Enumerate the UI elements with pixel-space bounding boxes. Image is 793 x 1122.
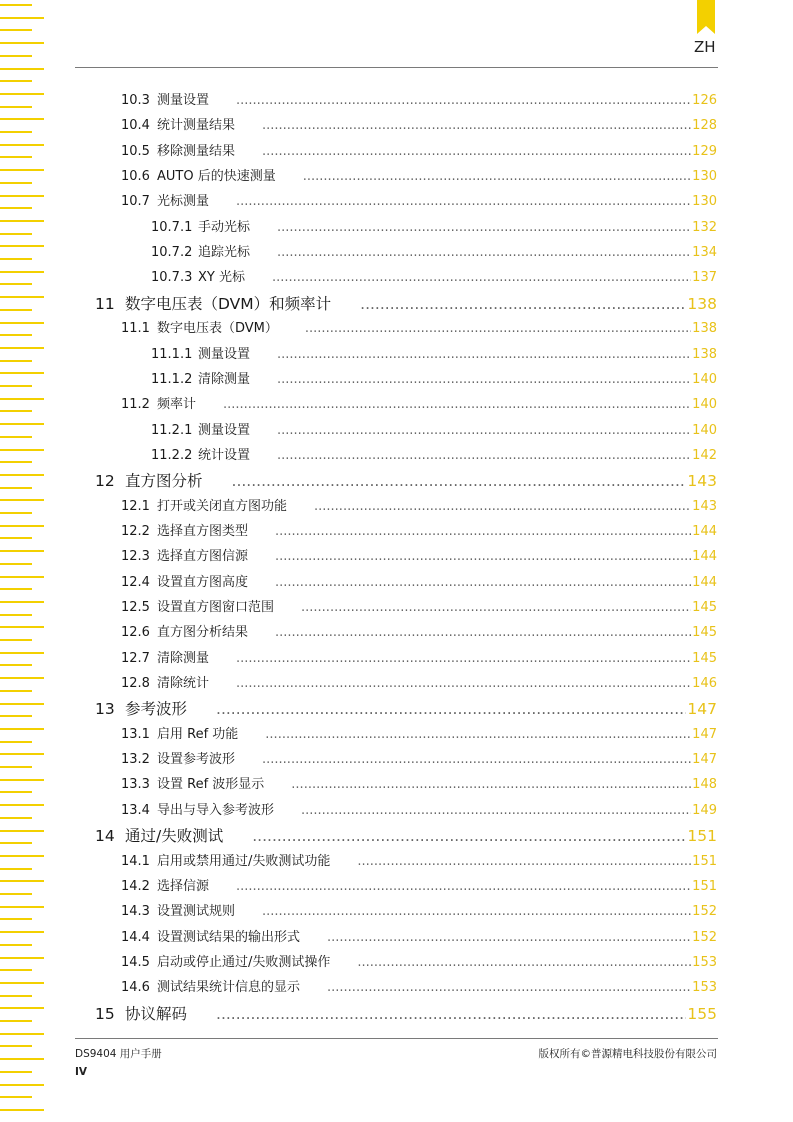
edge-rule (0, 258, 32, 260)
toc-dot-leader (357, 955, 691, 970)
toc-entry[interactable] (151, 216, 717, 236)
footer-copyright: 版权所有©普源精电科技股份有限公司 (538, 1048, 717, 1060)
toc-entry-page[interactable]: 147 (692, 726, 717, 742)
toc-dot-leader (277, 220, 691, 235)
toc-entry-title: 清除测量 (198, 371, 251, 387)
toc-entry-title: 设置直方图高度 (157, 574, 249, 590)
edge-rule (0, 830, 44, 832)
toc-entry-page[interactable]: 126 (692, 93, 717, 108)
toc-entry-page[interactable]: 138 (687, 294, 717, 313)
toc-entry-title: 设置直方图窗口范围 (157, 600, 275, 615)
toc-dot-leader (327, 930, 691, 945)
edge-rule (0, 423, 44, 425)
edge-rule (0, 690, 32, 692)
toc-entry[interactable] (95, 1002, 717, 1022)
edge-rule (0, 741, 32, 743)
toc-entry-page[interactable]: 145 (692, 625, 717, 641)
toc-dot-leader (277, 423, 691, 438)
toc-entry-number: 11.2 (121, 397, 150, 413)
toc-entry-title: 数字电压表（DVM） (157, 321, 278, 337)
toc-entry[interactable] (151, 444, 717, 464)
edge-rule (0, 525, 44, 527)
edge-rule (0, 614, 32, 616)
edge-rule (0, 626, 44, 628)
toc-entry-title: AUTO 后的快速测量 (157, 169, 276, 185)
edge-rule (0, 410, 32, 412)
toc-entry[interactable] (121, 926, 717, 946)
edge-rule (0, 817, 32, 819)
toc-entry[interactable] (151, 368, 717, 388)
edge-rule (0, 296, 44, 298)
toc-entry-page[interactable]: 152 (692, 929, 717, 945)
toc-dot-leader (275, 625, 691, 640)
toc-entry[interactable] (121, 596, 717, 616)
toc-entry-title: 参考波形 (125, 700, 188, 719)
toc-entry-title: 测量设置 (198, 346, 251, 362)
toc-entry-page[interactable]: 144 (692, 574, 717, 590)
toc-entry-title: 启用或禁用通过/失败测试功能 (157, 853, 331, 869)
toc-entry-number: 11.2.2 (151, 447, 193, 463)
toc-entry-title: 直方图分析结果 (157, 625, 249, 641)
edge-rule (0, 512, 32, 514)
edge-rule (0, 639, 32, 641)
edge-rule (0, 1109, 44, 1111)
toc-entry-title: 清除统计 (157, 676, 210, 692)
edge-rule (0, 372, 44, 374)
edge-rule (0, 893, 32, 895)
toc-entry-page[interactable]: 143 (692, 498, 717, 514)
toc-entry-number: 10.3 (121, 93, 150, 108)
edge-rule (0, 1007, 44, 1009)
toc-entry-page[interactable]: 137 (692, 270, 717, 286)
toc-entry-page[interactable]: 132 (692, 219, 717, 235)
edge-rule (0, 677, 44, 679)
toc-entry-page[interactable]: 128 (692, 118, 717, 134)
toc-entry[interactable] (151, 343, 717, 363)
toc-entry-page[interactable]: 140 (692, 371, 717, 387)
toc-entry-number: 10.4 (121, 118, 150, 134)
toc-entry-number: 15 (95, 1004, 115, 1023)
edge-rule (0, 804, 44, 806)
toc-dot-leader (252, 827, 686, 845)
toc-dot-leader (262, 144, 691, 159)
language-label: ZH (694, 38, 716, 56)
toc-dot-leader (303, 169, 691, 184)
edge-rule (0, 4, 32, 6)
toc-entry-page[interactable]: 134 (692, 245, 717, 261)
toc-entry-title: 测量设置 (157, 93, 210, 108)
edge-rule (0, 1071, 32, 1073)
toc-dot-leader (236, 93, 691, 108)
toc-entry-number: 11.2.1 (151, 422, 193, 438)
toc-dot-leader (357, 854, 691, 869)
edge-rule (0, 131, 32, 133)
toc-entry-page[interactable]: 153 (692, 980, 717, 996)
toc-entry-title: 打开或关闭直方图功能 (157, 498, 288, 514)
toc-entry[interactable] (121, 89, 717, 109)
edge-rule (0, 753, 44, 755)
toc-entry-title: XY 光标 (198, 270, 245, 286)
edge-rule (0, 80, 32, 82)
footer-divider (75, 1038, 718, 1039)
toc-dot-leader (305, 321, 691, 336)
toc-dot-leader (272, 270, 691, 285)
toc-entry-number: 11.1.1 (151, 346, 193, 362)
toc-dot-leader (277, 448, 691, 463)
toc-dot-leader (262, 752, 691, 767)
toc-entry-page[interactable]: 149 (692, 802, 717, 818)
edge-rule (0, 664, 32, 666)
edge-rule (0, 207, 32, 209)
toc-entry-number: 14.2 (121, 878, 150, 894)
toc-entry-number: 12.7 (121, 650, 150, 666)
toc-entry-title: 启动或停止通过/失败测试操作 (157, 954, 331, 970)
toc-dot-leader (216, 700, 686, 718)
edge-rule (0, 156, 32, 158)
edge-rule (0, 1020, 32, 1022)
edge-rule (0, 918, 32, 920)
edge-rule (0, 182, 32, 184)
toc-entry-title: 协议解码 (125, 1004, 188, 1023)
toc-entry-page[interactable]: 143 (687, 472, 717, 491)
toc-entry-page[interactable]: 138 (692, 321, 717, 337)
toc-entry[interactable] (121, 900, 717, 920)
edge-rule (0, 220, 44, 222)
edge-rule (0, 1084, 44, 1086)
toc-entry[interactable] (121, 545, 717, 565)
toc-entry-title: 设置测试规则 (157, 904, 236, 920)
toc-entry-number: 14.5 (121, 954, 150, 970)
edge-rule (0, 703, 44, 705)
toc-entry[interactable] (121, 165, 717, 185)
toc-entry-number: 14.3 (121, 904, 150, 920)
toc-entry-number: 14 (95, 827, 115, 846)
edge-rule (0, 322, 44, 324)
edge-rule (0, 576, 44, 578)
edge-rule (0, 550, 44, 552)
edge-rule (0, 436, 32, 438)
toc-dot-leader (236, 194, 691, 209)
toc-entry[interactable] (121, 317, 717, 337)
edge-rule (0, 931, 44, 933)
toc-dot-leader (327, 980, 691, 995)
toc-entry-number: 14.6 (121, 980, 150, 996)
toc-entry[interactable] (121, 748, 717, 768)
edge-rule (0, 499, 44, 501)
toc-entry-number: 12.2 (121, 523, 150, 539)
edge-rule (0, 652, 44, 654)
toc-dot-leader (360, 295, 686, 313)
edge-rule (0, 385, 32, 387)
toc-entry-number: 12.4 (121, 574, 150, 590)
toc-entry-title: 移除测量结果 (157, 143, 236, 159)
toc-entry-title: 测量设置 (198, 422, 251, 438)
edge-rule (0, 55, 32, 57)
toc-entry-title: 追踪光标 (198, 245, 251, 261)
edge-rule (0, 68, 44, 70)
toc-entry-number: 10.5 (121, 143, 150, 159)
toc-dot-leader (232, 472, 687, 490)
toc-entry-title: 设置 Ref 波形显示 (157, 777, 265, 793)
toc-dot-leader (275, 575, 691, 590)
toc-entry-number: 13.2 (121, 752, 150, 768)
edge-rule (0, 995, 32, 997)
edge-rule (0, 880, 44, 882)
edge-rule (0, 487, 32, 489)
toc-entry-title: 光标测量 (157, 194, 210, 210)
toc-entry[interactable] (121, 520, 717, 540)
toc-entry-title: 清除测量 (157, 650, 210, 666)
edge-rule (0, 360, 32, 362)
toc-entry-page[interactable]: 129 (692, 143, 717, 159)
edge-rule (0, 118, 44, 120)
toc-dot-leader (277, 245, 691, 260)
toc-entry-number: 13.3 (121, 777, 150, 793)
edge-rule (0, 766, 32, 768)
edge-rule (0, 233, 32, 235)
toc-entry-number: 13.1 (121, 726, 150, 742)
toc-dot-leader (291, 777, 691, 792)
edge-rule (0, 195, 44, 197)
edge-rule (0, 474, 44, 476)
toc-dot-leader (265, 727, 691, 742)
page-number: IV (75, 1066, 88, 1078)
edge-rule (0, 169, 44, 171)
edge-rule (0, 1096, 32, 1098)
toc-entry-page[interactable]: 147 (687, 700, 717, 719)
toc-entry-number: 11.1.2 (151, 371, 193, 387)
toc-entry-title: 频率计 (157, 397, 197, 413)
toc-entry-page[interactable]: 147 (692, 752, 717, 768)
toc-entry-title: 选择信源 (157, 878, 210, 894)
toc-entry-number: 12.8 (121, 676, 150, 692)
toc-entry[interactable] (121, 773, 717, 793)
edge-rule (0, 461, 32, 463)
toc-entry[interactable] (95, 292, 717, 312)
edge-rule (0, 1058, 44, 1060)
toc-entry-number: 12 (95, 472, 115, 491)
toc-dot-leader (301, 600, 691, 615)
header-divider (75, 67, 718, 68)
edge-rule (0, 855, 44, 857)
edge-rule (0, 17, 44, 19)
edge-rule (0, 42, 44, 44)
toc-entry-title: 设置参考波形 (157, 752, 236, 768)
toc-entry[interactable] (95, 824, 717, 844)
edge-rule (0, 728, 44, 730)
toc-entry[interactable] (121, 976, 717, 996)
toc-entry-page[interactable]: 142 (692, 447, 717, 463)
toc-entry-number: 10.6 (121, 169, 150, 185)
toc-entry[interactable] (121, 571, 717, 591)
toc-entry[interactable] (121, 672, 717, 692)
toc-entry-number: 14.1 (121, 853, 150, 869)
edge-rule (0, 563, 32, 565)
edge-rule (0, 449, 44, 451)
edge-rule (0, 982, 44, 984)
toc-dot-leader (275, 524, 691, 539)
toc-entry-title: 选择直方图信源 (157, 549, 249, 565)
toc-entry[interactable] (121, 140, 717, 160)
toc-entry-number: 13 (95, 700, 115, 719)
toc-entry[interactable] (121, 393, 717, 413)
toc-dot-leader (223, 397, 691, 412)
toc-entry-page[interactable]: 151 (687, 827, 717, 846)
edge-rule (0, 245, 44, 247)
toc-entry-page[interactable]: 151 (692, 853, 717, 869)
edge-rule (0, 144, 44, 146)
edge-rule (0, 906, 44, 908)
toc-entry-number: 11.1 (121, 321, 150, 337)
edge-rule (0, 1033, 44, 1035)
toc-entry-number: 10.7 (121, 194, 150, 210)
toc-entry[interactable] (95, 697, 717, 717)
edge-rule (0, 106, 32, 108)
toc-entry-page[interactable]: 144 (692, 549, 717, 565)
toc-entry-page[interactable]: 155 (687, 1004, 717, 1023)
edge-rule (0, 779, 44, 781)
toc-entry-title: 统计测量结果 (157, 118, 236, 134)
toc-entry[interactable] (121, 723, 717, 743)
toc-dot-leader (301, 803, 691, 818)
toc-entry-page[interactable]: 145 (692, 650, 717, 666)
toc-dot-leader (236, 651, 691, 666)
toc-dot-leader (236, 676, 691, 691)
toc-entry-title: 设置测试结果的输出形式 (157, 929, 301, 945)
toc-entry-number: 10.7.1 (151, 219, 193, 235)
toc-entry-page[interactable]: 152 (692, 904, 717, 920)
toc-entry[interactable] (121, 647, 717, 667)
edge-rule (0, 957, 44, 959)
toc-entry-number: 12.3 (121, 549, 150, 565)
toc-entry-page[interactable]: 130 (692, 169, 717, 185)
toc-entry-number: 14.4 (121, 929, 150, 945)
toc-dot-leader (236, 879, 691, 894)
toc-entry[interactable] (95, 469, 717, 489)
edge-rule (0, 271, 44, 273)
toc-entry-page[interactable]: 145 (692, 600, 717, 615)
toc-entry[interactable] (121, 875, 717, 895)
toc-entry-page[interactable]: 153 (692, 954, 717, 970)
toc-dot-leader (216, 1005, 686, 1023)
toc-entry-title: 统计设置 (198, 447, 251, 463)
toc-entry[interactable] (121, 190, 717, 210)
toc-entry[interactable] (121, 495, 717, 515)
toc-entry[interactable] (121, 951, 717, 971)
toc-entry-number: 12.1 (121, 498, 150, 514)
edge-decoration-strip (0, 0, 46, 1122)
toc-entry[interactable] (121, 114, 717, 134)
toc-entry-title: 启用 Ref 功能 (157, 726, 239, 742)
toc-entry-number: 13.4 (121, 802, 150, 818)
edge-rule (0, 1045, 32, 1047)
edge-rule (0, 537, 32, 539)
edge-rule (0, 944, 32, 946)
toc-dot-leader (275, 549, 691, 564)
edge-rule (0, 347, 44, 349)
toc-entry-title: 导出与导入参考波形 (157, 802, 275, 818)
toc-dot-leader (314, 499, 691, 514)
toc-entry-page[interactable]: 148 (692, 777, 717, 793)
toc-entry[interactable] (121, 850, 717, 870)
toc-entry-page[interactable]: 140 (692, 397, 717, 413)
edge-rule (0, 93, 44, 95)
edge-rule (0, 588, 32, 590)
toc-entry[interactable] (121, 799, 717, 819)
toc-entry-title: 直方图分析 (125, 472, 203, 491)
toc-entry-title: 测试结果统计信息的显示 (157, 980, 301, 996)
toc-dot-leader (262, 118, 691, 133)
toc-entry[interactable] (151, 241, 717, 261)
edge-rule (0, 868, 32, 870)
toc-entry-title: 手动光标 (198, 219, 251, 235)
toc-entry[interactable] (121, 621, 717, 641)
edge-rule (0, 715, 32, 717)
toc-entry-title: 选择直方图类型 (157, 523, 249, 539)
edge-rule (0, 398, 44, 400)
toc-dot-leader (277, 347, 691, 362)
toc-entry[interactable] (151, 266, 717, 286)
toc-entry-number: 12.5 (121, 600, 150, 615)
toc-entry-page[interactable]: 130 (692, 194, 717, 210)
toc-entry-page[interactable]: 140 (692, 422, 717, 438)
footer-manual-title: DS9404 用户手册 (75, 1048, 162, 1060)
toc-entry-page[interactable]: 146 (692, 676, 717, 692)
toc-entry-page[interactable]: 151 (692, 878, 717, 894)
edge-rule (0, 309, 32, 311)
toc-entry-number: 12.6 (121, 625, 150, 641)
edge-rule (0, 283, 32, 285)
toc-entry-number: 11 (95, 294, 115, 313)
edge-rule (0, 842, 32, 844)
edge-rule (0, 969, 32, 971)
toc-entry-title: 数字电压表（DVM）和频率计 (125, 294, 332, 313)
toc-entry-title: 通过/失败测试 (125, 827, 224, 846)
toc-entry-page[interactable]: 138 (692, 346, 717, 362)
edge-rule (0, 29, 32, 31)
toc-dot-leader (262, 904, 691, 919)
toc-entry-number: 10.7.2 (151, 245, 193, 261)
edge-rule (0, 791, 32, 793)
edge-rule (0, 334, 32, 336)
toc-entry-page[interactable]: 144 (692, 523, 717, 539)
edge-rule (0, 601, 44, 603)
language-tab-marker (697, 0, 715, 26)
toc-dot-leader (277, 372, 691, 387)
toc-entry[interactable] (151, 419, 717, 439)
toc-entry-number: 10.7.3 (151, 270, 193, 286)
